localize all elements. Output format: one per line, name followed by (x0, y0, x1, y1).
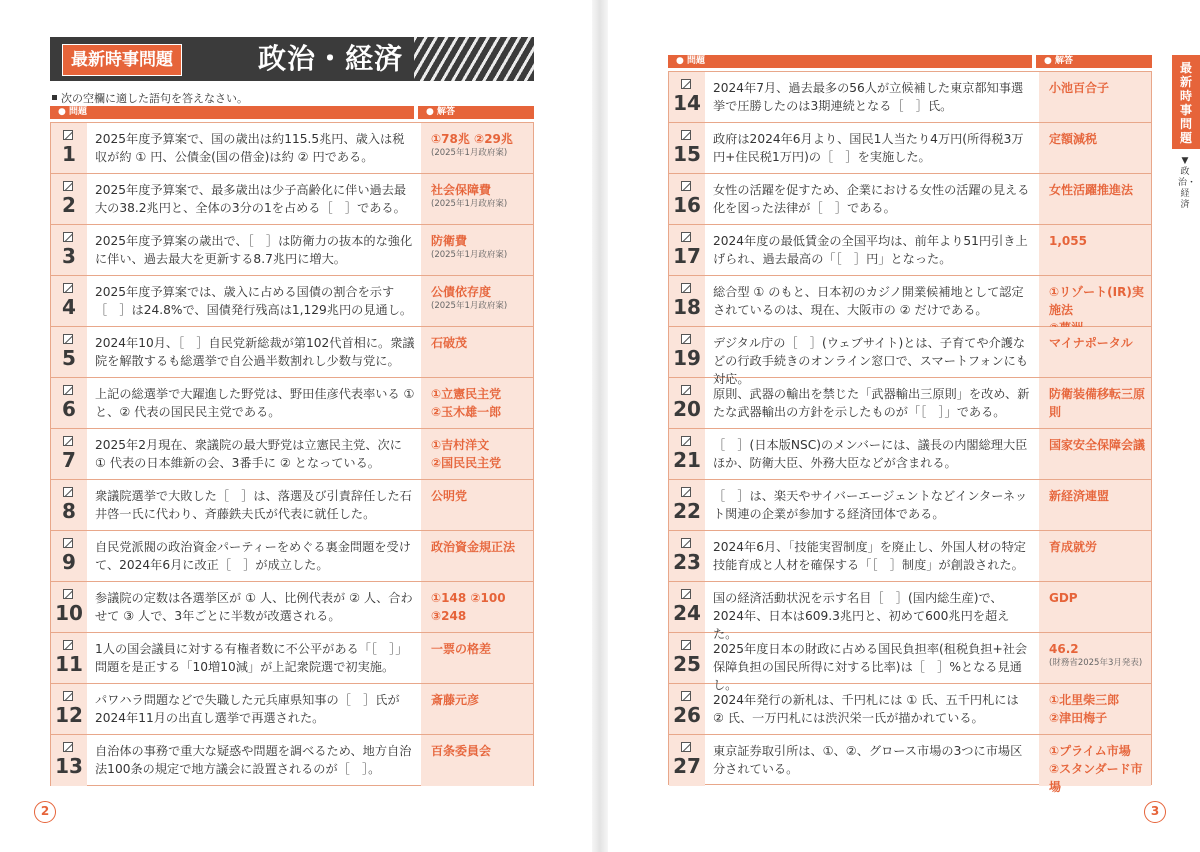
question-number: 2 (62, 193, 76, 217)
question-number: 21 (673, 448, 701, 472)
answer-text: マイナポータル (1049, 336, 1133, 350)
question-row (669, 633, 1151, 692)
checkbox-icon[interactable] (63, 691, 73, 701)
answer-block (431, 283, 531, 312)
number-cell (51, 429, 87, 479)
checkbox-icon[interactable] (63, 589, 73, 599)
answer-cell (1039, 72, 1151, 122)
question-number: 8 (62, 499, 76, 523)
question-cell (705, 735, 1039, 786)
number-cell (51, 735, 87, 786)
question-text: 2025年度予算案で、国の歳出は約115.5兆円、歳入は税収が約 ① 円、公債金(国の借金)は約 ② 円である。 (95, 132, 405, 164)
answer-block (431, 538, 531, 556)
answer-cell (1039, 123, 1151, 173)
question-cell (87, 480, 421, 530)
answer-block (1049, 232, 1149, 250)
question-row (51, 429, 533, 480)
answer-note: (2025年1月政府案) (431, 199, 508, 209)
answer-cell (1039, 327, 1151, 377)
question-row (669, 480, 1151, 531)
question-text: 国の経済活動状況を示す名目［ ］(国内総生産)で、2024年、日本は609.3兆円と、初めて600兆円を超えた。 (713, 591, 1010, 641)
number-cell (51, 531, 87, 581)
side-subtitle-label: 政治・経済 (1178, 167, 1197, 210)
answer-text: ①北里柴三郎 ②津田梅子 (1049, 693, 1120, 725)
answer-block (431, 181, 531, 210)
question-number: 4 (62, 295, 76, 319)
answer-cell (1039, 480, 1151, 530)
page-number-left: 2 (34, 801, 56, 823)
answer-text: 斎藤元彦 (431, 693, 480, 707)
question-text: 2024年度の最低賃金の全国平均は、前年より51円引き上げられ、過去最高の「［ ］円」となった。 (713, 234, 1028, 266)
answer-block (431, 487, 531, 505)
right-column-header (668, 55, 1152, 68)
question-text: 女性の活躍を促すため、企業における女性の活躍の見える化を図った法律が［ ］である。 (713, 183, 1030, 215)
question-text: 2024年10月、［ ］自民党新総裁が第102代首相に。衆議院を解散するも総選挙で自公過半数割れし少数与党に。 (95, 336, 415, 368)
answer-block (1049, 130, 1149, 148)
checkbox-icon[interactable] (681, 640, 691, 650)
question-number: 12 (55, 703, 83, 727)
answer-cell (1039, 276, 1151, 326)
question-number: 22 (673, 499, 701, 523)
answer-note: (2025年1月政府案) (431, 250, 508, 260)
question-cell (705, 123, 1039, 173)
answer-header-label: 解答 (1055, 56, 1074, 66)
checkbox-icon[interactable] (63, 130, 73, 140)
answer-text: ①立憲民主党 ②玉木雄一郎 (431, 387, 502, 419)
question-number: 20 (673, 397, 701, 421)
number-cell (669, 174, 705, 224)
number-cell (51, 684, 87, 734)
header-gap (414, 106, 418, 119)
question-row (669, 276, 1151, 327)
answer-cell (421, 174, 533, 224)
question-text: 2025年度予算案で、最多歳出は少子高齢化に伴い過去最大の38.2兆円と、全体の3分の1を占める［ ］である。 (95, 183, 407, 215)
question-text: 政府は2024年6月より、国民1人当たり4万円(所得税3万円+住民税1万円)の［ ］を実施した。 (713, 132, 1024, 164)
title-banner (50, 37, 534, 81)
question-header-label: 問題 (69, 107, 88, 117)
answer-cell (421, 123, 533, 173)
triangle-down-icon: ▼ (1181, 156, 1189, 166)
question-cell (87, 378, 421, 428)
answer-text: ①148 ②100 ③248 (431, 591, 506, 623)
question-text: 原則、武器の輸出を禁じた「武器輸出三原則」を改め、新たな武器輸出の方針を示したものが「［ ］」である。 (713, 387, 1030, 419)
checkbox-icon[interactable] (681, 538, 691, 548)
header-gap (1032, 55, 1036, 68)
question-cell (87, 429, 421, 479)
answer-block (1049, 181, 1149, 199)
question-number: 19 (673, 346, 701, 370)
question-header: ● 問題 (676, 56, 706, 66)
question-text: 2025年2月現在、衆議院の最大野党は立憲民主党、次に ① 代表の日本維新の会、3番手に ② となっている。 (95, 438, 402, 470)
question-cell (87, 174, 421, 224)
question-row (669, 174, 1151, 225)
question-row (51, 327, 533, 378)
instruction-label: 次の空欄に適した語句を答えなさい。 (61, 92, 248, 105)
question-header: ● 問題 (58, 107, 88, 117)
answer-block (431, 385, 531, 421)
answer-text: 国家安全保障会議 (1049, 438, 1146, 452)
bullet-square-icon (52, 95, 57, 100)
answer-block (1049, 742, 1149, 796)
question-row (669, 327, 1151, 386)
number-cell (669, 633, 705, 683)
answer-block (1049, 385, 1149, 421)
question-number: 17 (673, 244, 701, 268)
question-row (51, 480, 533, 531)
answer-block (1049, 79, 1149, 97)
checkbox-icon[interactable] (681, 487, 691, 497)
checkbox-icon[interactable] (63, 385, 73, 395)
page-number-right: 3 (1144, 801, 1166, 823)
checkbox-icon[interactable] (681, 385, 691, 395)
answer-block (431, 334, 531, 352)
checkbox-icon[interactable] (681, 334, 691, 344)
number-cell (51, 480, 87, 530)
question-text: 東京証券取引所は、①、②、グロース市場の3つに市場区分されている。 (713, 744, 1023, 776)
answer-text: ①78兆 ②29兆 (431, 132, 513, 146)
question-cell (87, 735, 421, 786)
checkbox-icon[interactable] (63, 640, 73, 650)
answer-cell (1039, 735, 1151, 794)
checkbox-icon[interactable] (681, 232, 691, 242)
answer-note: (財務省2025年3月発表) (1049, 658, 1143, 668)
question-text: 上記の総選挙で大躍進した野党は、野田佳彦代表率いる ① と、② 代表の国民民主党である。 (95, 387, 415, 419)
answer-cell (421, 225, 533, 275)
answer-block (1049, 334, 1149, 352)
answer-text: 防衛装備移転三原則 (1049, 387, 1146, 419)
answer-cell (1039, 225, 1151, 275)
answer-cell (1039, 378, 1151, 428)
question-row (669, 582, 1151, 641)
question-text: 1人の国会議員に対する有権者数に不公平がある「［ ］」問題を是正する「10増10減」が上記衆院選で初実施。 (95, 642, 408, 674)
question-text: ［ ］は、楽天やサイバーエージェントなどインターネット関連の企業が参加する経済団体である。 (713, 489, 1028, 521)
question-row (669, 684, 1151, 735)
question-cell (705, 684, 1039, 734)
instruction-text (52, 90, 248, 106)
question-cell (87, 225, 421, 275)
question-text: 自治体の事務で重大な疑惑や問題を調べるため、地方自治法100条の規定で地方議会に設置されるのが［ ］。 (95, 744, 412, 776)
question-row (669, 378, 1151, 429)
checkbox-icon[interactable] (681, 742, 691, 752)
question-number: 6 (62, 397, 76, 421)
answer-note: (2025年1月政府案) (431, 301, 508, 311)
checkbox-icon[interactable] (63, 232, 73, 242)
number-cell (51, 633, 87, 683)
answer-block (1049, 538, 1149, 556)
number-cell (51, 327, 87, 377)
question-cell (705, 480, 1039, 530)
answer-cell (421, 327, 533, 377)
checkbox-icon[interactable] (681, 283, 691, 293)
answer-cell (1039, 684, 1151, 734)
question-number: 24 (673, 601, 701, 625)
side-index-tab (1172, 55, 1200, 149)
side-subtitle (1178, 156, 1197, 211)
answer-block (431, 232, 531, 261)
answer-cell (421, 531, 533, 581)
question-row (51, 225, 533, 276)
answer-block (431, 742, 531, 760)
question-cell (87, 327, 421, 377)
question-row (669, 123, 1151, 174)
question-cell (87, 633, 421, 683)
number-cell (669, 327, 705, 377)
answer-text: 防衛費 (431, 234, 468, 248)
question-text: デジタル庁の［ ］(ウェブサイト)とは、子育てや介護などの行政手続きのオンライン窓口で、スマートフォンにも対応。 (713, 336, 1029, 386)
number-cell (669, 480, 705, 530)
checkbox-icon[interactable] (681, 589, 691, 599)
question-number: 26 (673, 703, 701, 727)
answer-text: 政治資金規正法 (431, 540, 516, 554)
answer-text: 育成就労 (1049, 540, 1098, 554)
answer-text: ①吉村洋文 ②国民民主党 (431, 438, 502, 470)
question-row (51, 276, 533, 327)
question-text: 2024年6月、「技能実習制度」を廃止し、外国人材の特定技能育成と人材を確保する「［ ］制度」が創設された。 (713, 540, 1026, 572)
left-question-table (50, 122, 534, 786)
checkbox-icon[interactable] (63, 283, 73, 293)
question-text: 2024年7月、過去最多の56人が立候補した東京都知事選挙で圧勝したのは3期連続となる［ ］氏。 (713, 81, 1024, 113)
question-number: 15 (673, 142, 701, 166)
question-number: 7 (62, 448, 76, 472)
question-number: 13 (55, 754, 83, 778)
question-row (669, 72, 1151, 123)
question-cell (705, 327, 1039, 386)
question-cell (705, 72, 1039, 122)
question-row (669, 735, 1151, 794)
question-number: 14 (673, 91, 701, 115)
checkbox-icon[interactable] (681, 181, 691, 191)
number-cell (51, 276, 87, 326)
answer-text: 46.2 (1049, 642, 1079, 656)
answer-cell (421, 735, 533, 786)
number-cell (669, 735, 705, 786)
question-cell (87, 684, 421, 734)
question-cell (705, 429, 1039, 479)
answer-cell (421, 582, 533, 632)
question-cell (705, 276, 1039, 326)
question-number: 16 (673, 193, 701, 217)
number-cell (669, 684, 705, 734)
category-tag: 最新時事問題 (62, 44, 182, 76)
question-number: 9 (62, 550, 76, 574)
question-row (669, 225, 1151, 276)
answer-header: ● 解答 (426, 107, 456, 117)
answer-text: 公明党 (431, 489, 468, 503)
question-number: 18 (673, 295, 701, 319)
answer-block (431, 589, 531, 625)
question-text: 総合型 ① のもと、日本初のカジノ開業候補地として認定されているのは、現在、大阪市の ② だけである。 (713, 285, 1024, 317)
answer-block (1049, 436, 1149, 454)
checkbox-icon[interactable] (681, 130, 691, 140)
answer-block (431, 436, 531, 472)
answer-text: 女性活躍推進法 (1049, 183, 1134, 197)
banner-stripes (414, 37, 534, 81)
number-cell (51, 378, 87, 428)
answer-block (1049, 691, 1149, 727)
answer-text: ①プライム市場 ②スタンダード市場 (1049, 744, 1143, 794)
answer-block (431, 691, 531, 709)
question-text: 2025年度予算案では、歳入に占める国債の割合を示す［ ］は24.8%で、国債発行残高は1,129兆円の見通し。 (95, 285, 413, 317)
answer-text: ①リゾート(IR)実施法 (1049, 285, 1144, 317)
answer-cell (421, 429, 533, 479)
answer-text: 石破茂 (431, 336, 468, 350)
answer-cell (1039, 429, 1151, 479)
number-cell (51, 582, 87, 632)
book-gutter (592, 0, 608, 852)
question-row (669, 531, 1151, 582)
number-cell (669, 276, 705, 326)
answer-block (1049, 640, 1149, 669)
question-text: ［ ］(日本版NSC)のメンバーには、議長の内閣総理大臣ほか、防衛大臣、外務大臣などが含まれる。 (713, 438, 1028, 470)
question-row (669, 429, 1151, 480)
question-number: 25 (673, 652, 701, 676)
answer-cell (1039, 582, 1151, 632)
question-text: 2024年発行の新札は、千円札には ① 氏、五千円札には ② 氏、一万円札には渋沢栄一氏が描かれている。 (713, 693, 1019, 725)
question-row (51, 531, 533, 582)
question-text: 2025年度日本の財政に占める国民負担率(租税負担+社会保障負担の国民所得に対する比率)は［ ］%となる見通し。 (713, 642, 1028, 692)
question-text: パワハラ問題などで失職した元兵庫県知事の［ ］氏が2024年11月の出直し選挙で再選された。 (95, 693, 400, 725)
checkbox-icon[interactable] (63, 334, 73, 344)
answer-cell (421, 684, 533, 734)
answer-text: 社会保障費 (431, 183, 492, 197)
number-cell (669, 72, 705, 122)
question-row (51, 123, 533, 174)
answer-cell (1039, 531, 1151, 581)
answer-cell (421, 480, 533, 530)
answer-text: 新経済連盟 (1049, 489, 1110, 503)
answer-header: ● 解答 (1044, 56, 1074, 66)
question-row (51, 378, 533, 429)
checkbox-icon[interactable] (681, 79, 691, 89)
number-cell (669, 225, 705, 275)
number-cell (51, 174, 87, 224)
question-cell (87, 582, 421, 632)
question-cell (705, 582, 1039, 641)
checkbox-icon[interactable] (63, 742, 73, 752)
question-cell (705, 378, 1039, 428)
checkbox-icon[interactable] (63, 487, 73, 497)
left-column-header (50, 106, 534, 119)
answer-cell (421, 276, 533, 326)
number-cell (51, 123, 87, 173)
number-cell (669, 429, 705, 479)
answer-block (1049, 589, 1149, 607)
answer-header-label: 解答 (437, 107, 456, 117)
answer-cell (421, 633, 533, 683)
answer-cell (421, 378, 533, 428)
question-number: 23 (673, 550, 701, 574)
question-cell (87, 276, 421, 326)
question-cell (705, 174, 1039, 224)
question-row (51, 684, 533, 735)
number-cell (669, 378, 705, 428)
question-text: 自民党派閥の政治資金パーティーをめぐる裏金問題を受けて、2024年6月に改正［ ］が成立した。 (95, 540, 411, 572)
answer-text: 定額減税 (1049, 132, 1098, 146)
checkbox-icon[interactable] (681, 691, 691, 701)
answer-text: GDP (1049, 591, 1078, 605)
question-row (51, 582, 533, 633)
question-cell (705, 225, 1039, 275)
question-cell (705, 531, 1039, 581)
question-row (51, 174, 533, 225)
question-text: 衆議院選挙で大敗した［ ］は、落選及び引責辞任した石井啓一氏に代わり、斉藤鉄夫氏が代表に就任した。 (95, 489, 412, 521)
number-cell (669, 531, 705, 581)
question-cell (87, 123, 421, 173)
question-cell (705, 633, 1039, 692)
page-title: 政治・経済 (258, 42, 404, 75)
answer-cell (1039, 174, 1151, 224)
question-header-label: 問題 (687, 56, 706, 66)
right-question-table (668, 71, 1152, 794)
answer-block (1049, 487, 1149, 505)
question-row (51, 735, 533, 786)
checkbox-icon[interactable] (681, 436, 691, 446)
answer-note: (2025年1月政府案) (431, 148, 508, 158)
question-number: 1 (62, 142, 76, 166)
question-text: 2025年度予算案の歳出で、［ ］は防衛力の抜本的な強化に伴い、過去最大を更新する8.7兆円に増大。 (95, 234, 413, 266)
answer-block (431, 130, 531, 159)
question-text: 参議院の定数は各選挙区が ① 人、比例代表が ② 人、合わせて ③ 人で、3年ごとに半数が改選される。 (95, 591, 413, 623)
question-row (51, 633, 533, 684)
checkbox-icon[interactable] (63, 436, 73, 446)
question-number: 27 (673, 754, 701, 778)
side-tab-label: 最新時事問題 (1179, 61, 1192, 145)
question-cell (87, 531, 421, 581)
answer-cell (1039, 633, 1151, 683)
number-cell (669, 123, 705, 173)
answer-text: 公債依存度 (431, 285, 492, 299)
answer-text: 1,055 (1049, 234, 1087, 248)
number-cell (51, 225, 87, 275)
answer-text: 小池百合子 (1049, 81, 1110, 95)
question-number: 3 (62, 244, 76, 268)
checkbox-icon[interactable] (63, 181, 73, 191)
answer-text: 一票の格差 (431, 642, 492, 656)
number-cell (669, 582, 705, 632)
answer-text: 百条委員会 (431, 744, 492, 758)
answer-block (431, 640, 531, 658)
question-number: 5 (62, 346, 76, 370)
question-number: 10 (55, 601, 83, 625)
question-number: 11 (55, 652, 83, 676)
checkbox-icon[interactable] (63, 538, 73, 548)
